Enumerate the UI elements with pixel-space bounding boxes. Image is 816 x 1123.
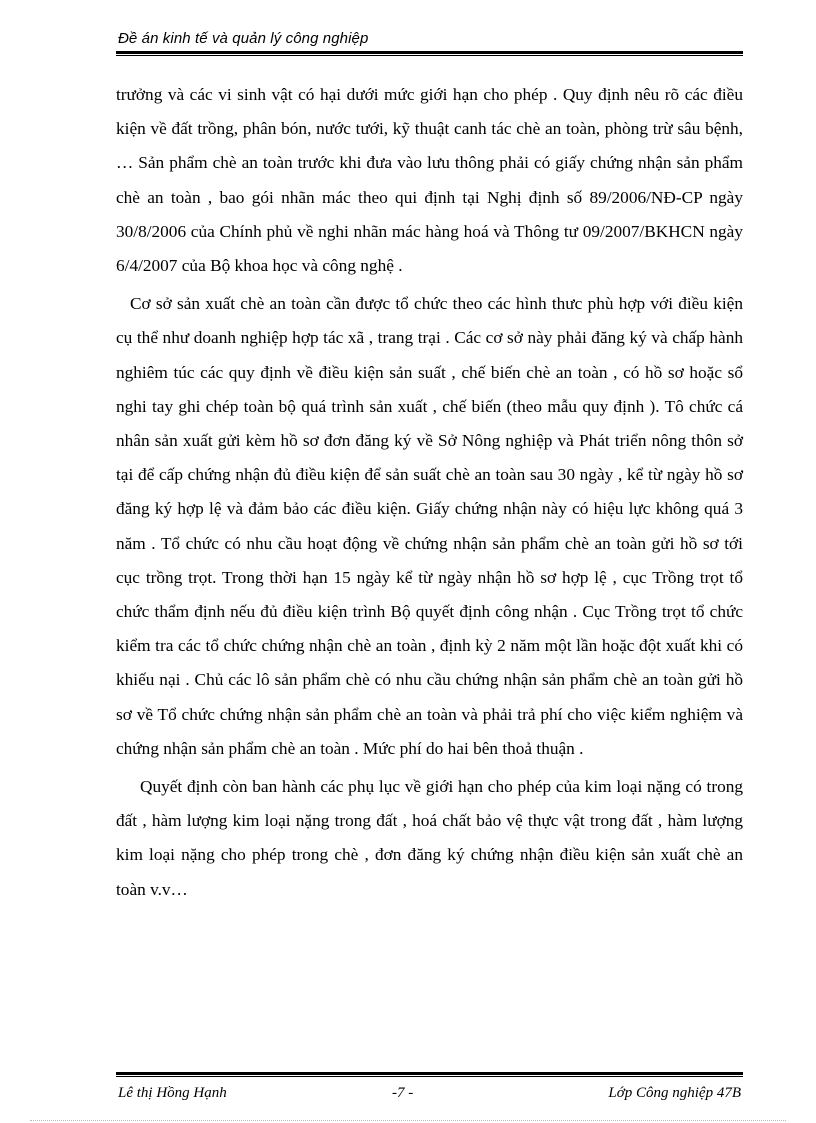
header-title: Đề án kinh tế và quản lý công nghiệp: [118, 30, 369, 47]
page-number: -7 -: [392, 1085, 414, 1101]
footer-rule-thin: [116, 1076, 743, 1077]
page-footer: [116, 1072, 743, 1112]
footer-class-label: Lớp Công nghiệp 47B: [608, 1085, 741, 1101]
page-header: [116, 28, 743, 54]
footer-rule: [116, 1072, 743, 1075]
paragraph-appendices: Quyết định còn ban hành các phụ lục về giới hạn cho phép của kim loại nặng có trong đất , hàm lượng kim loại nặng trong đất , hoá chất bảo vệ thực vật trong đất , hàm lượng kim loại nặng cho phép trong chè , đơn đăng ký chứng nhận điều kiện sản xuất chè an toàn v.v…: [116, 777, 743, 899]
header-rule-thin: [116, 55, 743, 56]
header-rule: [116, 51, 743, 54]
footer-author: Lê thị Hồng Hạnh: [118, 1085, 227, 1101]
page-edge-divider: [30, 1120, 786, 1121]
paragraph-production-facilities: Cơ sở sản xuất chè an toàn cần được tổ chức theo các hình thưc phù hợp với điều kiện cụ thể như doanh nghiệp hợp tác xã , trang trại . Các cơ sở này phải đăng ký và chấp hành nghiêm túc các quy định về điều kiện sản suất , chế biến chè an toàn , có hồ sơ hoặc sổ nghi tay ghi chép toàn bộ quá trình sản xuất , chế biến (theo mẫu quy định ). Tô chức cá nhân sản xuất gửi kèm hồ sơ đơn đăng ký về Sở Nông nghiệp và Phát triển nông thôn sở tại để cấp chứng nhận đủ điều kiện để sản suất chè an toàn sau 30 ngày , kể từ ngày hồ sơ đăng ký hợp lệ và đảm bảo các điều kiện. Giấy chứng nhận này có hiệu lực không quá 3 năm . Tổ chức có nhu cầu hoạt động về chứng nhận sản phẩm chè an toàn gửi hồ sơ tới cục trồng trọt. Trong thời hạn 15 ngày kể từ ngày nhận hồ sơ hợp lệ , cục Trồng trọt tổ chức thẩm định nếu đủ điều kiện trình Bộ quyết định công nhận . Cục Trồng trọt tổ chức kiểm tra các tổ chức chứng nhận chè an toàn , định kỳ 2 năm một lần hoặc đột xuất khi có khiếu nại . Chủ các lô sản phẩm chè có nhu cầu chứng nhận sản phẩm chè an toàn gửi hồ sơ về Tổ chức chứng nhận sản phẩm chè an toàn và phải trả phí cho việc kiểm nghiệm và chứng nhận sản phẩm chè an toàn . Mức phí do hai bên thoả thuận .: [116, 294, 743, 758]
document-body: [116, 78, 743, 907]
paragraph-continuation: trưởng và các vi sinh vật có hại dưới mức giới hạn cho phép . Quy định nêu rõ các điều kiện về đất trồng, phân bón, nước tưới, kỹ thuật canh tác chè an toàn, phòng trừ sâu bệnh, … Sản phẩm chè an toàn trước khi đưa vào lưu thông phải có giấy chứng nhận sản phẩm chè an toàn , bao gói nhãn mác theo qui định tại Nghị định số 89/2006/NĐ-CP ngày 30/8/2006 của Chính phủ về nghi nhãn mác hàng hoá và Thông tư 09/2007/BKHCN ngày 6/4/2007 của Bộ khoa học và công nghệ .: [116, 85, 743, 276]
